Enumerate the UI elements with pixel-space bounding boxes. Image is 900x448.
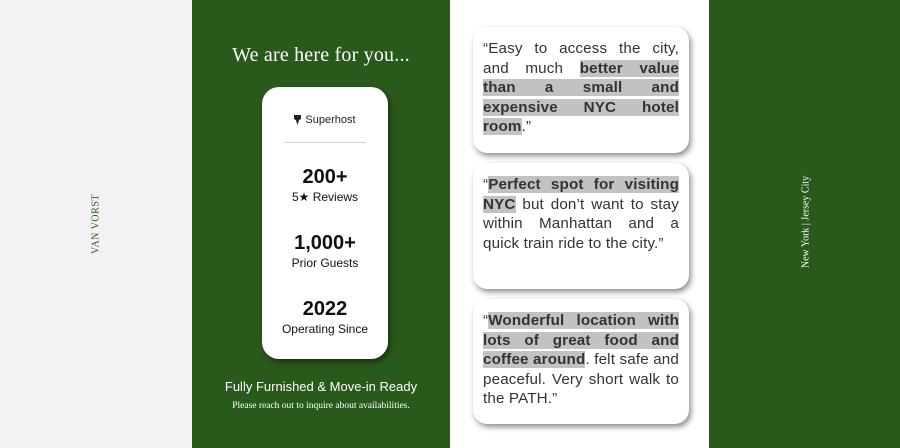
stat-label: Prior Guests [291, 256, 359, 270]
furnished-tagline: Fully Furnished & Move-in Ready [224, 379, 418, 394]
stat-guests [262, 232, 388, 271]
review-text: . felt safe and peaceful. Very short walk to the PATH.” [483, 351, 679, 408]
stat-label: Operating Since [281, 322, 369, 336]
card-divider [284, 142, 366, 143]
review-highlight: better value than a small and expensive NYC hotel room [483, 59, 679, 136]
brand-vertical-text: VAN VORST [90, 194, 102, 254]
stat-value: 200+ [302, 166, 348, 188]
stats-card [262, 87, 388, 359]
stat-value: 1,000+ [294, 232, 356, 254]
superhost-badge [262, 114, 388, 126]
inquire-note: Please reach out to inquire about availabilities. [232, 401, 410, 411]
review-highlight: Perfect spot for visiting NYC [483, 176, 679, 213]
review-text: “ [483, 312, 489, 329]
stat-value: 2022 [302, 298, 348, 320]
stat-operating-since [262, 298, 388, 337]
location-vertical-text: New York | Jersey City [800, 175, 812, 269]
review-text: “ [483, 176, 489, 193]
intro-heading: We are here for you... [232, 44, 410, 66]
review-text: “Easy to access the city, and much [483, 40, 679, 77]
stat-reviews [262, 166, 388, 205]
review-card [473, 163, 689, 289]
superhost-badge-icon [294, 115, 301, 125]
review-card [473, 299, 689, 424]
review-card [473, 27, 689, 153]
review-text: .” [521, 118, 532, 136]
superhost-label: Superhost [305, 114, 356, 126]
review-text: but don’t want to stay within Manhattan and a quick train ride to the city.” [483, 195, 679, 252]
stat-label: 5★ Reviews [291, 190, 359, 204]
review-highlight: Wonderful location with lots of great food and coffee around [483, 312, 679, 369]
